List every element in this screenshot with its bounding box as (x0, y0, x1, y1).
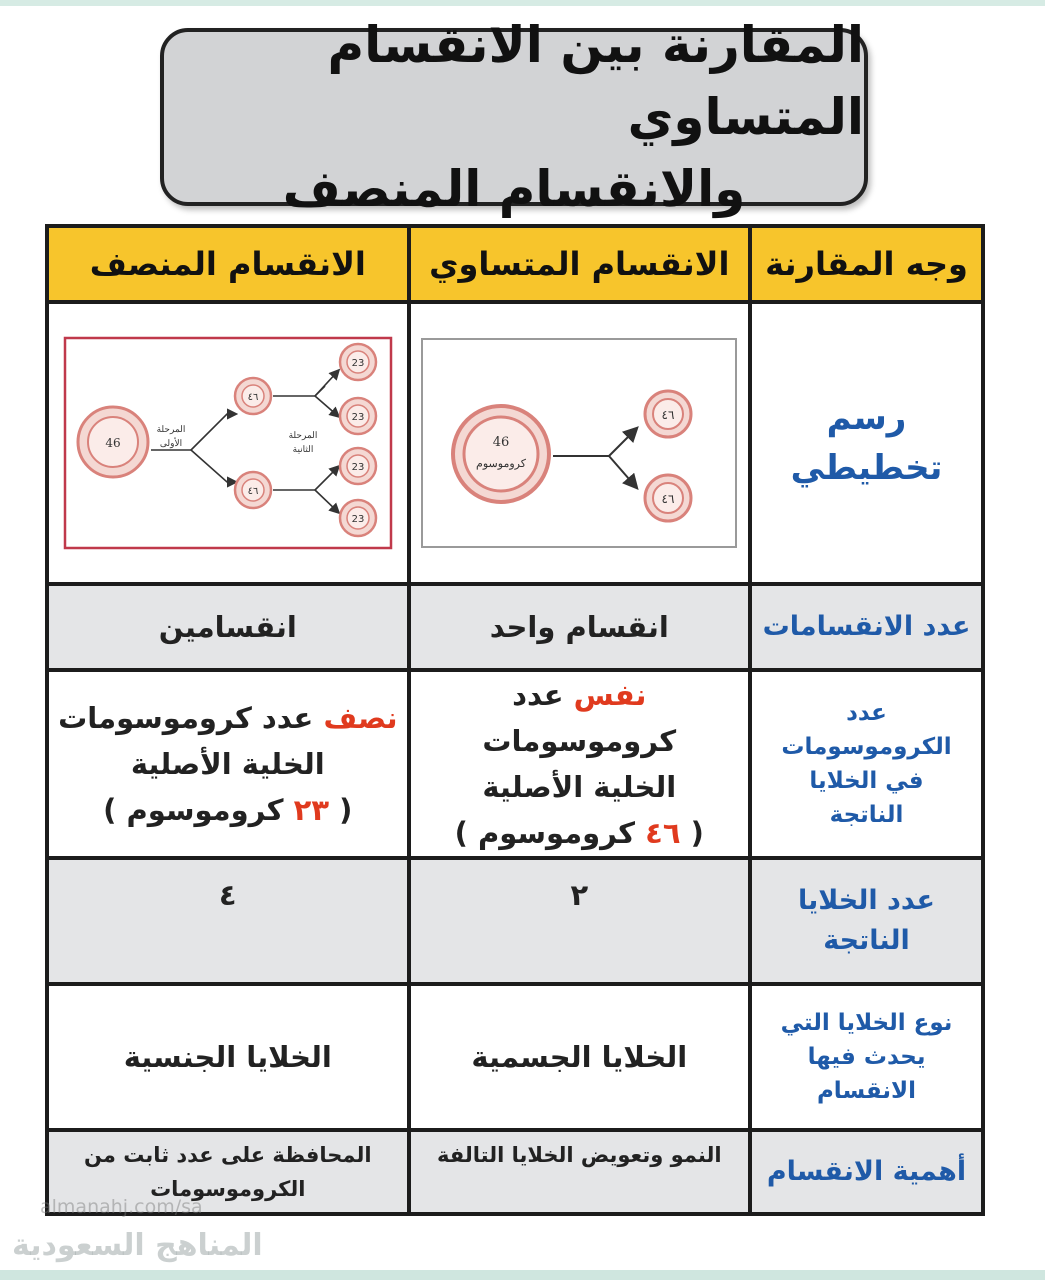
mitosis-parent-sublabel: كروموسوم (476, 457, 527, 470)
aspect-importance (750, 1130, 983, 1214)
diagram-row (47, 302, 983, 584)
header-row (47, 226, 983, 302)
aspect-chromosomes-line-2: الكروموسومات (781, 734, 952, 760)
aspect-divisions-label: عدد الانقسامات (762, 611, 971, 642)
aspect-diagram-line-1: رسم (826, 398, 907, 438)
meiosis-cell-count (47, 858, 409, 984)
mitosis-parent-cell (453, 406, 549, 502)
meiosis-parent-label: 46 (105, 436, 121, 450)
header-meiosis: الانقسام المنصف (47, 226, 409, 302)
mitosis-chromosome-number: ٤٦ (645, 816, 681, 850)
stage-1-label-line-2: الأولى (159, 439, 182, 449)
mitosis-diagram-cell (409, 302, 750, 584)
meiosis-mid-cell-2 (235, 472, 271, 508)
mitosis-divisions (409, 584, 750, 670)
meiosis-chromosome-number: ٢٣ (293, 793, 330, 827)
meiosis-chromosomes (47, 670, 409, 858)
mitosis-chromosomes-line-1 (411, 672, 748, 764)
mitosis-open-paren: ( (680, 816, 704, 850)
aspect-cell-count (750, 858, 983, 984)
watermark-url: almanahj.com/sa (40, 1196, 203, 1218)
mitosis-cell-count (409, 858, 750, 984)
meiosis-importance-line-1: المحافظة على عدد ثابت من (83, 1143, 372, 1167)
aspect-cell-type (750, 984, 983, 1130)
mitosis-importance-value: النمو وتعويض الخلايا التالفة (437, 1143, 722, 1167)
aspect-diagram (750, 302, 983, 584)
cell-type-row (47, 984, 983, 1130)
mitosis-divisions-value: انقسام واحد (489, 610, 669, 644)
mitosis-chromosomes-rest: عدد كروموسومات (482, 678, 677, 758)
mitosis-diagram (421, 338, 737, 548)
mitosis-parent-label: 46 (493, 435, 510, 450)
comparison-table (45, 224, 985, 1216)
aspect-chromosomes (750, 670, 983, 858)
mitosis-daughter-label-1: ٤٦ (661, 408, 675, 422)
aspect-cell-count-line-1: عدد الخلايا (798, 885, 935, 916)
meiosis-chromosomes-line-1 (49, 695, 407, 741)
mitosis-daughter-cell-2 (645, 475, 691, 521)
meiosis-final-cell-4 (340, 500, 376, 536)
meiosis-diagram-cell (47, 302, 409, 584)
meiosis-mid-label-2: ٤٦ (247, 486, 259, 497)
cell-count-row (47, 858, 983, 984)
meiosis-final-cell-3 (340, 448, 376, 484)
top-border (0, 0, 1045, 6)
aspect-diagram-line-2: تخطيطي (790, 448, 943, 488)
mitosis-daughter-cell-1 (645, 391, 691, 437)
meiosis-divisions-value: انقسامين (158, 610, 297, 644)
mitosis-accent-word: نفس (573, 678, 647, 712)
title-line-1: المقارنة بين الانقسام المتساوي (327, 16, 864, 146)
meiosis-divisions (47, 584, 409, 670)
meiosis-chromosomes-line-2: الخلية الأصلية (130, 747, 325, 781)
aspect-chromosomes-line-1: عدد (846, 700, 887, 726)
meiosis-chromosomes-rest: عدد كروموسومات (58, 701, 324, 735)
divisions-row (47, 584, 983, 670)
mitosis-chromosome-unit: كروموسوم ) (454, 816, 646, 850)
stage-1-label-line-1: المرحلة (156, 425, 186, 435)
meiosis-cell-type-value: الخلايا الجنسية (123, 1040, 332, 1074)
aspect-cell-type-line-1: نوع الخلايا التي (780, 1010, 953, 1036)
meiosis-importance-line-2: الكروموسومات (150, 1177, 306, 1201)
meiosis-chromosome-unit: كروموسوم ) (103, 793, 294, 827)
meiosis-mid-cell-1 (235, 378, 271, 414)
meiosis-mid-label-1: ٤٦ (247, 392, 259, 403)
title-line-2: والانقسام المنصف (282, 160, 746, 218)
header-mitosis: الانقسام المتساوي (409, 226, 750, 302)
header-aspect: وجه المقارنة (750, 226, 983, 302)
aspect-chromosomes-line-4: الناتجة (829, 802, 904, 828)
meiosis-accent-word: نصف (323, 701, 398, 735)
stage-2-label-line-1: المرحلة (288, 431, 318, 441)
aspect-chromosomes-line-3: في الخلايا (809, 768, 924, 794)
mitosis-cell-count-value: ٢ (570, 878, 589, 912)
mitosis-cell-type (409, 984, 750, 1130)
meiosis-cell-count-value: ٤ (218, 878, 237, 912)
meiosis-parent-cell (78, 407, 148, 477)
mitosis-cell-type-value: الخلايا الجسمية (471, 1040, 688, 1074)
meiosis-cell-type (47, 984, 409, 1130)
meiosis-final-label-4: 23 (351, 514, 365, 525)
meiosis-final-cell-2 (340, 398, 376, 434)
aspect-importance-label: أهمية الانقسام (766, 1156, 967, 1187)
mitosis-chromosomes (409, 670, 750, 858)
watermark-logo-text: المناهج السعودية (12, 1228, 263, 1263)
aspect-cell-count-line-2: الناتجة (823, 925, 910, 956)
stage-2-label-line-2: الثانية (292, 445, 314, 455)
aspect-divisions (750, 584, 983, 670)
meiosis-open-paren: ( (329, 793, 353, 827)
mitosis-daughter-label-2: ٤٦ (661, 492, 675, 506)
mitosis-importance (409, 1130, 750, 1214)
meiosis-final-label-2: 23 (351, 412, 365, 423)
meiosis-final-label-1: 23 (351, 358, 365, 369)
meiosis-diagram (63, 336, 393, 550)
chromosomes-row (47, 670, 983, 858)
aspect-cell-type-line-3: الانقسام (816, 1078, 917, 1104)
mitosis-chromosomes-line-2: الخلية الأصلية (482, 770, 677, 804)
meiosis-chromosomes-line-3 (49, 787, 407, 833)
bottom-border (0, 1270, 1045, 1280)
meiosis-final-label-3: 23 (351, 462, 365, 473)
meiosis-final-cell-1 (340, 344, 376, 380)
mitosis-chromosomes-line-3 (411, 810, 748, 856)
page-title (160, 16, 868, 218)
aspect-cell-type-line-2: يحدث فيها (807, 1044, 926, 1070)
